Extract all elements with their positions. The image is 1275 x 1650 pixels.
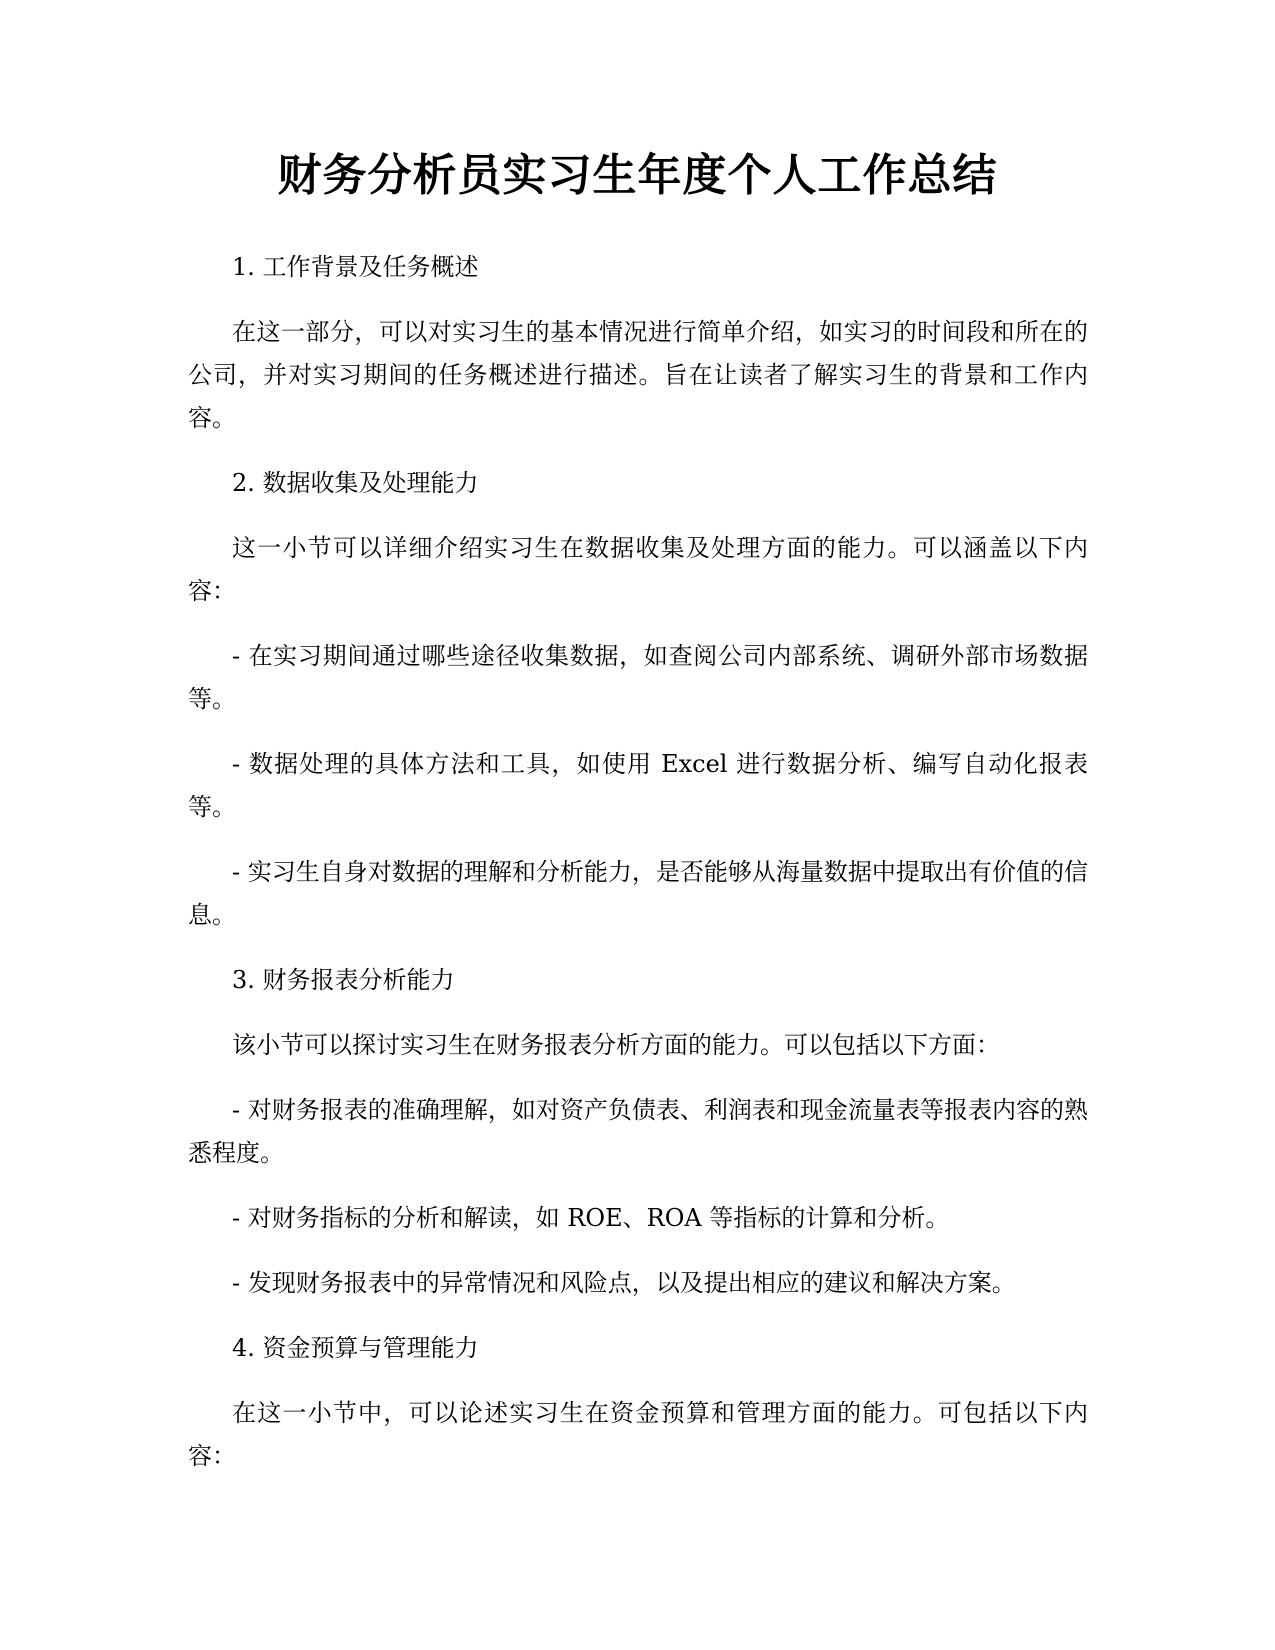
list-item: - 发现财务报表中的异常情况和风险点，以及提出相应的建议和解决方案。 (232, 1269, 1016, 1297)
list-item: - 数据处理的具体方法和工具，如使用 Excel 进行数据分析、编写自动化报表等。 (188, 750, 1088, 821)
document-body (188, 246, 1088, 1500)
list-item: - 对财务报表的准确理解，如对资产负债表、利润表和现金流量表等报表内容的熟悉程度。 (188, 1096, 1088, 1167)
paragraph-report-intro: 该小节可以探讨实习生在财务报表分析方面的能力。可以包括以下方面： (232, 1031, 1000, 1059)
list-item: - 在实习期间通过哪些途径收集数据，如查阅公司内部系统、调研外部市场数据等。 (188, 642, 1088, 713)
section-heading-4: 4. 资金预算与管理能力 (232, 1334, 479, 1362)
section-heading-2: 2. 数据收集及处理能力 (232, 469, 479, 497)
list-item: - 对财务指标的分析和解读，如 ROE、ROA 等指标的计算和分析。 (232, 1204, 950, 1232)
document-title: 财务分析员实习生年度个人工作总结 (277, 150, 998, 201)
section-heading-1: 1. 工作背景及任务概述 (232, 253, 479, 281)
paragraph-data-intro: 这一小节可以详细介绍实习生在数据收集及处理方面的能力。可以涵盖以下内容： (188, 534, 1088, 605)
paragraph-background: 在这一部分，可以对实习生的基本情况进行简单介绍，如实习的时间段和所在的公司，并对实习期间的任务概述进行描述。旨在让读者了解实习生的背景和工作内容。 (188, 318, 1088, 432)
paragraph-budget-intro: 在这一小节中，可以论述实习生在资金预算和管理方面的能力。可包括以下内容： (188, 1399, 1088, 1470)
section-heading-3: 3. 财务报表分析能力 (232, 966, 455, 994)
list-item: - 实习生自身对数据的理解和分析能力，是否能够从海量数据中提取出有价值的信息。 (188, 858, 1088, 929)
